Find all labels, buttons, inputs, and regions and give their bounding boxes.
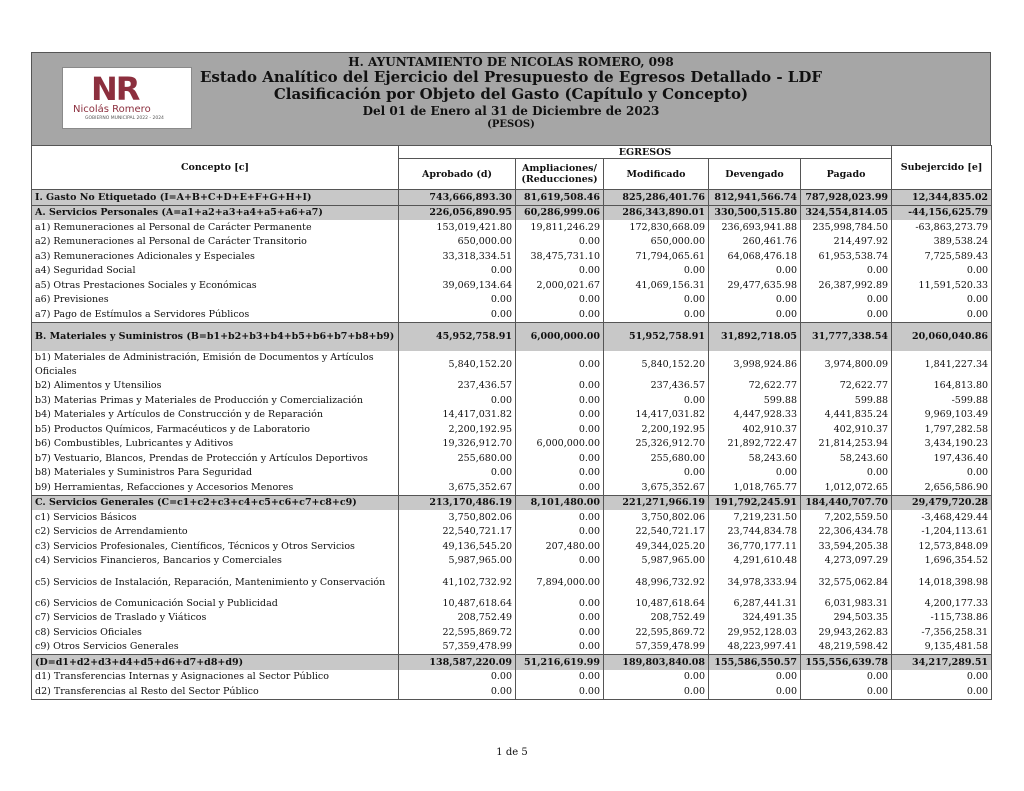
cell-ampliaciones: 0.00 (516, 393, 604, 408)
cell-modificado: 286,343,890.01 (604, 205, 709, 220)
cell-modificado: 48,996,732.92 (604, 568, 709, 596)
cell-subejercido: 2,656,586.90 (892, 480, 992, 495)
cell-devengado: 599.88 (709, 393, 801, 408)
cell-ampliaciones: 2,000,021.67 (516, 278, 604, 293)
logo-name: Nicolás Romero (73, 104, 151, 115)
table-row (32, 611, 992, 626)
cell-pagado: 4,441,835.24 (801, 408, 892, 423)
cell-pagado: 1,012,072.65 (801, 480, 892, 495)
row-concept: I. Gasto No Etiquetado (I=A+B+C+D+E+F+G+H+I) (32, 190, 399, 206)
cell-aprobado: 213,170,486.19 (399, 495, 516, 510)
cell-subejercido: 0.00 (892, 466, 992, 481)
cell-devengado: 48,223,997.41 (709, 640, 801, 655)
cell-pagado: 7,202,559.50 (801, 510, 892, 525)
cell-pagado: 32,575,062.84 (801, 568, 892, 596)
cell-modificado: 0.00 (604, 293, 709, 308)
table-row (32, 625, 992, 640)
cell-ampliaciones: 0.00 (516, 351, 604, 379)
cell-devengado: 36,770,177.11 (709, 539, 801, 554)
row-concept: b7) Vestuario, Blancos, Prendas de Protección y Artículos Deportivos (32, 451, 399, 466)
cell-subejercido: 14,018,398.98 (892, 568, 992, 596)
row-concept: a5) Otras Prestaciones Sociales y Económicas (32, 278, 399, 293)
table-row (32, 495, 992, 510)
cell-ampliaciones: 0.00 (516, 625, 604, 640)
cell-devengado: 21,892,722.47 (709, 437, 801, 452)
table-row (32, 466, 992, 481)
row-concept: b6) Combustibles, Lubricantes y Aditivos (32, 437, 399, 452)
cell-pagado: 29,943,262.83 (801, 625, 892, 640)
cell-modificado: 14,417,031.82 (604, 408, 709, 423)
cell-aprobado: 22,540,721.17 (399, 525, 516, 540)
entity-name: H. AYUNTAMIENTO DE NICOLAS ROMERO, 098 (348, 55, 674, 69)
cell-devengado: 191,792,245.91 (709, 495, 801, 510)
table-row (32, 220, 992, 235)
cell-modificado: 10,487,618.64 (604, 596, 709, 611)
cell-pagado: 31,777,338.54 (801, 322, 892, 351)
table-row (32, 510, 992, 525)
cell-pagado: 294,503.35 (801, 611, 892, 626)
cell-modificado: 255,680.00 (604, 451, 709, 466)
cell-subejercido: -115,738.86 (892, 611, 992, 626)
cell-subejercido: 4,200,177.33 (892, 596, 992, 611)
cell-devengado: 0.00 (709, 293, 801, 308)
cell-devengado: 31,892,718.05 (709, 322, 801, 351)
table-row (32, 190, 992, 206)
cell-ampliaciones: 0.00 (516, 422, 604, 437)
cell-subejercido: -7,356,258.31 (892, 625, 992, 640)
cell-aprobado: 237,436.57 (399, 379, 516, 394)
table-body (32, 190, 992, 700)
row-concept: c2) Servicios de Arrendamiento (32, 525, 399, 540)
cell-devengado: 3,998,924.86 (709, 351, 801, 379)
cell-devengado: 64,068,476.18 (709, 249, 801, 264)
cell-aprobado: 650,000.00 (399, 235, 516, 250)
col-concepto: Concepto [c] (32, 146, 399, 190)
cell-subejercido: 197,436.40 (892, 451, 992, 466)
cell-aprobado: 226,056,890.95 (399, 205, 516, 220)
cell-devengado: 330,500,515.80 (709, 205, 801, 220)
row-concept: a4) Seguridad Social (32, 264, 399, 279)
row-concept: c9) Otros Servicios Generales (32, 640, 399, 655)
cell-modificado: 0.00 (604, 264, 709, 279)
cell-pagado: 235,998,784.50 (801, 220, 892, 235)
row-concept: d1) Transferencias Internas y Asignaciones al Sector Público (32, 670, 399, 685)
cell-aprobado: 45,952,758.91 (399, 322, 516, 351)
cell-devengado: 0.00 (709, 264, 801, 279)
cell-pagado: 184,440,707.70 (801, 495, 892, 510)
cell-ampliaciones: 0.00 (516, 525, 604, 540)
cell-pagado: 0.00 (801, 684, 892, 699)
report-sheet (31, 52, 991, 700)
cell-aprobado: 3,750,802.06 (399, 510, 516, 525)
cell-aprobado: 138,587,220.09 (399, 655, 516, 670)
cell-subejercido: 0.00 (892, 670, 992, 685)
cell-subejercido: 0.00 (892, 684, 992, 699)
cell-devengado: 236,693,941.88 (709, 220, 801, 235)
row-concept: c8) Servicios Oficiales (32, 625, 399, 640)
cell-devengado: 0.00 (709, 307, 801, 322)
row-concept: c7) Servicios de Traslado y Viáticos (32, 611, 399, 626)
cell-subejercido: 0.00 (892, 293, 992, 308)
row-concept: c1) Servicios Básicos (32, 510, 399, 525)
cell-modificado: 650,000.00 (604, 235, 709, 250)
cell-subejercido: 0.00 (892, 264, 992, 279)
cell-devengado: 1,018,765.77 (709, 480, 801, 495)
cell-ampliaciones: 0.00 (516, 670, 604, 685)
cell-modificado: 49,344,025.20 (604, 539, 709, 554)
row-concept: b4) Materiales y Artículos de Construcción y de Reparación (32, 408, 399, 423)
cell-ampliaciones: 8,101,480.00 (516, 495, 604, 510)
cell-modificado: 22,540,721.17 (604, 525, 709, 540)
table-row (32, 422, 992, 437)
cell-pagado: 58,243.60 (801, 451, 892, 466)
cell-modificado: 0.00 (604, 393, 709, 408)
col-subejercido: Subejercido [e] (892, 146, 992, 190)
cell-modificado: 221,271,966.19 (604, 495, 709, 510)
cell-aprobado: 39,069,134.64 (399, 278, 516, 293)
cell-modificado: 22,595,869.72 (604, 625, 709, 640)
cell-subejercido: 1,696,354.52 (892, 554, 992, 569)
cell-pagado: 0.00 (801, 307, 892, 322)
cell-subejercido: -1,204,113.61 (892, 525, 992, 540)
municipality-logo (62, 67, 192, 129)
cell-ampliaciones: 51,216,619.99 (516, 655, 604, 670)
cell-pagado: 48,219,598.42 (801, 640, 892, 655)
cell-devengado: 0.00 (709, 684, 801, 699)
row-concept: b9) Herramientas, Refacciones y Accesorios Menores (32, 480, 399, 495)
cell-aprobado: 14,417,031.82 (399, 408, 516, 423)
cell-ampliaciones: 60,286,999.06 (516, 205, 604, 220)
table-row (32, 249, 992, 264)
cell-modificado: 237,436.57 (604, 379, 709, 394)
cell-devengado: 324,491.35 (709, 611, 801, 626)
row-concept: a2) Remuneraciones al Personal de Carácter Transitorio (32, 235, 399, 250)
cell-aprobado: 743,666,893.30 (399, 190, 516, 206)
cell-devengado: 402,910.37 (709, 422, 801, 437)
table-row (32, 640, 992, 655)
cell-aprobado: 22,595,869.72 (399, 625, 516, 640)
cell-pagado: 21,814,253.94 (801, 437, 892, 452)
row-concept: A. Servicios Personales (A=a1+a2+a3+a4+a5+a6+a7) (32, 205, 399, 220)
cell-ampliaciones: 0.00 (516, 408, 604, 423)
cell-aprobado: 0.00 (399, 307, 516, 322)
cell-modificado: 0.00 (604, 307, 709, 322)
cell-ampliaciones: 0.00 (516, 264, 604, 279)
cell-aprobado: 3,675,352.67 (399, 480, 516, 495)
row-concept: b3) Materias Primas y Materiales de Producción y Comercialización (32, 393, 399, 408)
col-egresos: EGRESOS (399, 146, 892, 159)
table-row (32, 264, 992, 279)
cell-devengado: 155,586,550.57 (709, 655, 801, 670)
cell-subejercido: 9,135,481.58 (892, 640, 992, 655)
cell-devengado: 812,941,566.74 (709, 190, 801, 206)
cell-aprobado: 255,680.00 (399, 451, 516, 466)
cell-subejercido: 29,479,720.28 (892, 495, 992, 510)
cell-aprobado: 0.00 (399, 393, 516, 408)
cell-ampliaciones: 0.00 (516, 684, 604, 699)
cell-pagado: 26,387,992.89 (801, 278, 892, 293)
cell-modificado: 189,803,840.08 (604, 655, 709, 670)
cell-pagado: 4,273,097.29 (801, 554, 892, 569)
table-row (32, 437, 992, 452)
report-currency: (PESOS) (487, 119, 535, 130)
cell-subejercido: 11,591,520.33 (892, 278, 992, 293)
cell-subejercido: 389,538.24 (892, 235, 992, 250)
cell-modificado: 172,830,668.09 (604, 220, 709, 235)
row-concept: b1) Materiales de Administración, Emisión de Documentos y Artículos Oficiales (32, 351, 399, 379)
report-header (31, 52, 991, 145)
cell-pagado: 402,910.37 (801, 422, 892, 437)
row-concept: a6) Previsiones (32, 293, 399, 308)
cell-ampliaciones: 6,000,000.00 (516, 437, 604, 452)
cell-ampliaciones: 0.00 (516, 596, 604, 611)
cell-subejercido: 20,060,040.86 (892, 322, 992, 351)
cell-aprobado: 0.00 (399, 264, 516, 279)
row-concept: c3) Servicios Profesionales, Científicos, Técnicos y Otros Servicios (32, 539, 399, 554)
table-row (32, 684, 992, 699)
cell-aprobado: 33,318,334.51 (399, 249, 516, 264)
table-row (32, 235, 992, 250)
cell-aprobado: 0.00 (399, 293, 516, 308)
cell-aprobado: 10,487,618.64 (399, 596, 516, 611)
cell-aprobado: 41,102,732.92 (399, 568, 516, 596)
table-row (32, 596, 992, 611)
col-modificado: Modificado (604, 159, 709, 190)
cell-aprobado: 208,752.49 (399, 611, 516, 626)
table-row (32, 322, 992, 351)
cell-ampliaciones: 0.00 (516, 480, 604, 495)
cell-pagado: 0.00 (801, 293, 892, 308)
row-concept: c6) Servicios de Comunicación Social y Publicidad (32, 596, 399, 611)
cell-pagado: 0.00 (801, 264, 892, 279)
cell-subejercido: -3,468,429.44 (892, 510, 992, 525)
cell-subejercido: 34,217,289.51 (892, 655, 992, 670)
cell-pagado: 3,974,800.09 (801, 351, 892, 379)
row-concept: c4) Servicios Financieros, Bancarios y Comerciales (32, 554, 399, 569)
cell-modificado: 0.00 (604, 670, 709, 685)
cell-devengado: 29,477,635.98 (709, 278, 801, 293)
cell-devengado: 23,744,834.78 (709, 525, 801, 540)
cell-ampliaciones: 0.00 (516, 307, 604, 322)
budget-table (31, 145, 992, 700)
cell-aprobado: 153,019,421.80 (399, 220, 516, 235)
cell-aprobado: 0.00 (399, 466, 516, 481)
cell-pagado: 214,497.92 (801, 235, 892, 250)
cell-modificado: 57,359,478.99 (604, 640, 709, 655)
report-subtitle: Clasificación por Objeto del Gasto (Capítulo y Concepto) (273, 85, 749, 103)
cell-aprobado: 5,840,152.20 (399, 351, 516, 379)
cell-ampliaciones: 19,811,246.29 (516, 220, 604, 235)
table-row (32, 393, 992, 408)
row-concept: (D=d1+d2+d3+d4+d5+d6+d7+d8+d9) (32, 655, 399, 670)
cell-ampliaciones: 6,000,000.00 (516, 322, 604, 351)
cell-subejercido: -44,156,625.79 (892, 205, 992, 220)
cell-subejercido: 7,725,589.43 (892, 249, 992, 264)
cell-modificado: 0.00 (604, 684, 709, 699)
table-row (32, 379, 992, 394)
cell-modificado: 5,840,152.20 (604, 351, 709, 379)
cell-ampliaciones: 0.00 (516, 379, 604, 394)
col-pagado: Pagado (801, 159, 892, 190)
cell-subejercido: 1,797,282.58 (892, 422, 992, 437)
cell-ampliaciones: 0.00 (516, 510, 604, 525)
cell-pagado: 61,953,538.74 (801, 249, 892, 264)
cell-devengado: 4,447,928.33 (709, 408, 801, 423)
report-title: Estado Analítico del Ejercicio del Presupuesto de Egresos Detallado - LDF (199, 68, 823, 86)
cell-subejercido: 3,434,190.23 (892, 437, 992, 452)
cell-ampliaciones: 0.00 (516, 554, 604, 569)
table-row (32, 351, 992, 379)
cell-modificado: 71,794,065.61 (604, 249, 709, 264)
cell-aprobado: 19,326,912.70 (399, 437, 516, 452)
cell-pagado: 72,622.77 (801, 379, 892, 394)
table-row (32, 480, 992, 495)
cell-subejercido: 0.00 (892, 307, 992, 322)
cell-modificado: 25,326,912.70 (604, 437, 709, 452)
cell-ampliaciones: 7,894,000.00 (516, 568, 604, 596)
row-concept: d2) Transferencias al Resto del Sector Público (32, 684, 399, 699)
row-concept: b2) Alimentos y Utensilios (32, 379, 399, 394)
cell-subejercido: 9,969,103.49 (892, 408, 992, 423)
table-row (32, 205, 992, 220)
table-row (32, 293, 992, 308)
row-concept: B. Materiales y Suministros (B=b1+b2+b3+b4+b5+b6+b7+b8+b9) (32, 322, 399, 351)
table-row (32, 670, 992, 685)
cell-ampliaciones: 207,480.00 (516, 539, 604, 554)
cell-ampliaciones: 0.00 (516, 640, 604, 655)
table-row (32, 539, 992, 554)
row-concept: b8) Materiales y Suministros Para Seguridad (32, 466, 399, 481)
cell-pagado: 33,594,205.38 (801, 539, 892, 554)
report-period: Del 01 de Enero al 31 de Diciembre de 2023 (362, 104, 660, 118)
table-row (32, 655, 992, 670)
cell-aprobado: 5,987,965.00 (399, 554, 516, 569)
page-number: 1 de 5 (496, 747, 528, 758)
col-devengado: Devengado (709, 159, 801, 190)
table-row (32, 451, 992, 466)
cell-ampliaciones: 0.00 (516, 293, 604, 308)
cell-aprobado: 49,136,545.20 (399, 539, 516, 554)
table-row (32, 525, 992, 540)
cell-modificado: 0.00 (604, 466, 709, 481)
cell-ampliaciones: 0.00 (516, 451, 604, 466)
cell-subejercido: 164,813.80 (892, 379, 992, 394)
cell-modificado: 51,952,758.91 (604, 322, 709, 351)
cell-devengado: 58,243.60 (709, 451, 801, 466)
col-ampliaciones: Ampliaciones/ (Reducciones) (516, 159, 604, 190)
cell-subejercido: -599.88 (892, 393, 992, 408)
cell-devengado: 260,461.76 (709, 235, 801, 250)
cell-pagado: 787,928,023.99 (801, 190, 892, 206)
table-row (32, 278, 992, 293)
cell-modificado: 208,752.49 (604, 611, 709, 626)
cell-ampliaciones: 0.00 (516, 235, 604, 250)
row-concept: c5) Servicios de Instalación, Reparación, Mantenimiento y Conservación (32, 568, 399, 596)
cell-pagado: 22,306,434.78 (801, 525, 892, 540)
logo-mark: NR (91, 70, 139, 108)
cell-modificado: 41,069,156.31 (604, 278, 709, 293)
cell-pagado: 599.88 (801, 393, 892, 408)
cell-ampliaciones: 0.00 (516, 466, 604, 481)
cell-ampliaciones: 81,619,508.46 (516, 190, 604, 206)
cell-pagado: 155,556,639.78 (801, 655, 892, 670)
cell-pagado: 0.00 (801, 466, 892, 481)
table-row (32, 554, 992, 569)
cell-devengado: 0.00 (709, 670, 801, 685)
cell-aprobado: 0.00 (399, 670, 516, 685)
logo-tagline: GOBIERNO MUNICIPAL 2022 - 2024 (85, 116, 164, 121)
cell-pagado: 324,554,814.05 (801, 205, 892, 220)
cell-subejercido: 12,573,848.09 (892, 539, 992, 554)
cell-aprobado: 2,200,192.95 (399, 422, 516, 437)
cell-ampliaciones: 38,475,731.10 (516, 249, 604, 264)
cell-aprobado: 57,359,478.99 (399, 640, 516, 655)
cell-modificado: 3,750,802.06 (604, 510, 709, 525)
cell-devengado: 72,622.77 (709, 379, 801, 394)
cell-devengado: 0.00 (709, 466, 801, 481)
cell-devengado: 6,287,441.31 (709, 596, 801, 611)
cell-pagado: 6,031,983.31 (801, 596, 892, 611)
cell-modificado: 3,675,352.67 (604, 480, 709, 495)
table-row (32, 568, 992, 596)
row-concept: b5) Productos Químicos, Farmacéuticos y de Laboratorio (32, 422, 399, 437)
cell-ampliaciones: 0.00 (516, 611, 604, 626)
table-row (32, 307, 992, 322)
col-aprobado: Aprobado (d) (399, 159, 516, 190)
cell-modificado: 5,987,965.00 (604, 554, 709, 569)
row-concept: C. Servicios Generales (C=c1+c2+c3+c4+c5+c6+c7+c8+c9) (32, 495, 399, 510)
row-concept: a7) Pago de Estímulos a Servidores Públicos (32, 307, 399, 322)
cell-subejercido: 12,344,835.02 (892, 190, 992, 206)
table-row (32, 408, 992, 423)
cell-aprobado: 0.00 (399, 684, 516, 699)
cell-pagado: 0.00 (801, 670, 892, 685)
row-concept: a1) Remuneraciones al Personal de Carácter Permanente (32, 220, 399, 235)
row-concept: a3) Remuneraciones Adicionales y Especiales (32, 249, 399, 264)
cell-subejercido: 1,841,227.34 (892, 351, 992, 379)
cell-modificado: 2,200,192.95 (604, 422, 709, 437)
cell-devengado: 4,291,610.48 (709, 554, 801, 569)
cell-subejercido: -63,863,273.79 (892, 220, 992, 235)
cell-devengado: 7,219,231.50 (709, 510, 801, 525)
cell-devengado: 34,978,333.94 (709, 568, 801, 596)
cell-devengado: 29,952,128.03 (709, 625, 801, 640)
cell-modificado: 825,286,401.76 (604, 190, 709, 206)
